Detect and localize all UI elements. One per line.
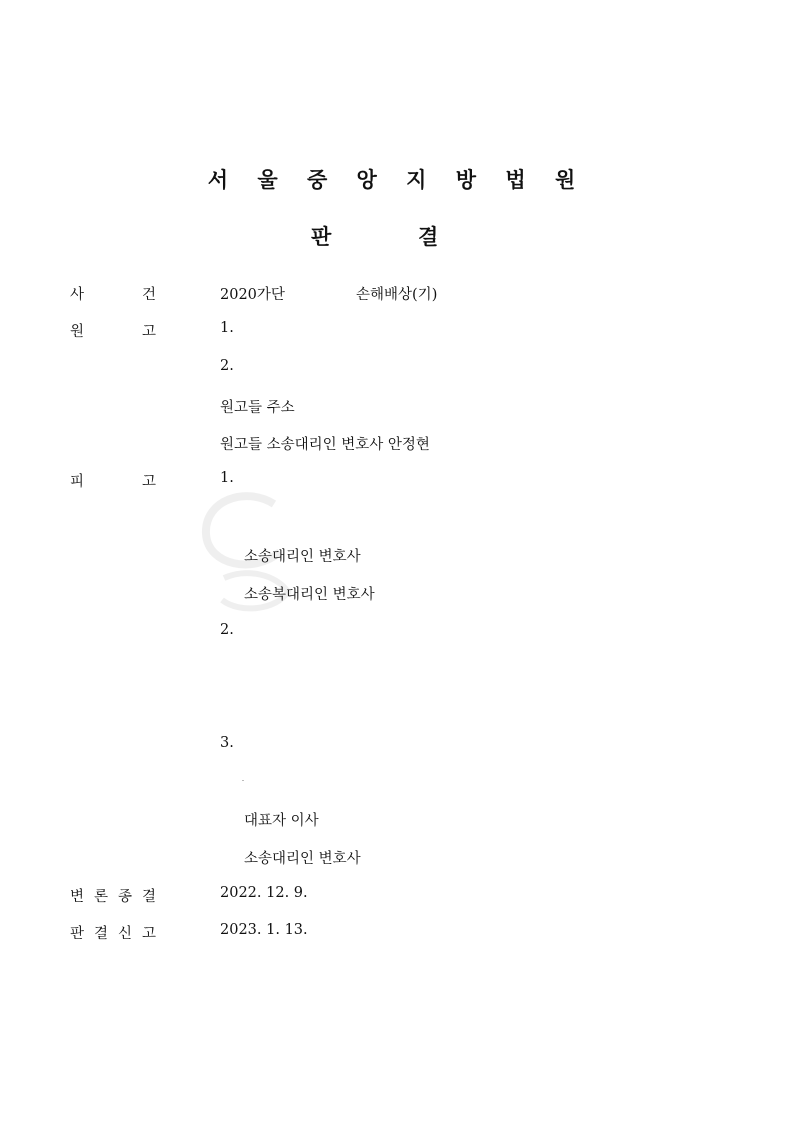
closing-label-char-2: 론 xyxy=(94,889,109,905)
defendant-3-counsel: 소송대리인 변호사 xyxy=(244,851,361,867)
judgment-date: 2023. 1. 13. xyxy=(220,922,308,938)
plaintiff-label-char-2: 고 xyxy=(142,324,157,340)
plaintiff-address: 원고들 주소 xyxy=(220,400,295,416)
defendant-1-counsel: 소송대리인 변호사 xyxy=(244,549,361,565)
closing-label-char-4: 결 xyxy=(142,889,157,905)
defendant-3-representative: 대표자 이사 xyxy=(244,813,319,829)
closing-date: 2022. 12. 9. xyxy=(220,885,308,901)
case-label-char-1: 사 xyxy=(70,287,85,303)
judgment-label-char-4: 고 xyxy=(142,926,157,942)
case-number: 2020가단 xyxy=(220,287,285,303)
closing-label-char-1: 변 xyxy=(70,889,85,905)
case-name: 손해배상(기) xyxy=(356,287,438,303)
defendant-2-number: 2. xyxy=(220,622,234,638)
plaintiff-counsel: 원고들 소송대리인 변호사 안정현 xyxy=(220,437,430,453)
case-label-char-2: 건 xyxy=(142,287,157,303)
defendant-label-char-1: 피 xyxy=(70,474,85,490)
court-name: 서 울 중 앙 지 방 법 원 xyxy=(207,168,587,192)
defendant-3-number: 3. xyxy=(220,735,234,751)
plaintiff-label-char-1: 원 xyxy=(70,324,85,340)
judgment-label-char-1: 판 xyxy=(70,926,85,942)
doc-type-char-2: 결 xyxy=(418,225,439,249)
plaintiff-item-2: 2. xyxy=(220,358,234,374)
closing-label-char-3: 종 xyxy=(118,889,133,905)
defendant-1-number: 1. xyxy=(220,470,234,486)
judgment-label-char-3: 신 xyxy=(118,926,133,942)
defendant-label-char-2: 고 xyxy=(142,474,157,490)
plaintiff-item-1: 1. xyxy=(220,320,234,336)
stray-mark xyxy=(242,780,244,781)
doc-type-char-1: 판 xyxy=(311,225,332,249)
judgment-label-char-2: 결 xyxy=(94,926,109,942)
defendant-1-sub-counsel: 소송복대리인 변호사 xyxy=(244,587,375,603)
